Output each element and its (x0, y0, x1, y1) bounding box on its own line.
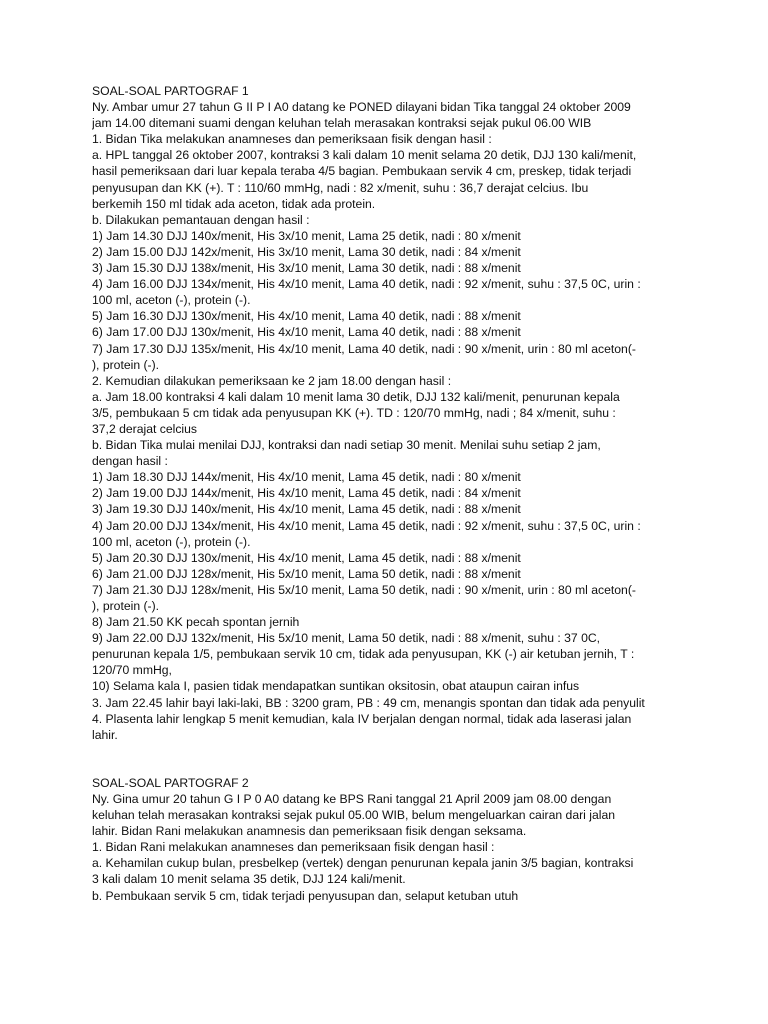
section-gap (92, 743, 674, 775)
text-line: 3) Jam 19.30 DJJ 140x/menit, His 4x/10 menit, Lama 45 detik, nadi : 88 x/menit (92, 502, 521, 517)
text-line: 2) Jam 15.00 DJJ 142x/menit, His 3x/10 menit, Lama 30 detik, nadi : 84 x/menit (92, 244, 521, 259)
text-line: 1. Bidan Tika melakukan anamneses dan pemeriksaan fisik dengan hasil : (92, 132, 492, 147)
text-line: 4) Jam 16.00 DJJ 134x/menit, His 4x/10 menit, Lama 40 detik, nadi : 92 x/menit, suhu : 37,5 0C, urin : (92, 277, 641, 292)
text-line: Ny. Gina umur 20 tahun G I P 0 A0 datang ke BPS Rani tanggal 21 April 2009 jam 08.00 dengan (92, 791, 612, 806)
text-line: berkemih 150 ml tidak ada aceton, tidak ada protein. (92, 196, 376, 211)
text-line: 6) Jam 21.00 DJJ 128x/menit, His 5x/10 menit, Lama 50 detik, nadi : 88 x/menit (92, 566, 521, 581)
text-line: Ny. Ambar umur 27 tahun G II P I A0 datang ke PONED dilayani bidan Tika tanggal 24 oktober 2009 (92, 100, 631, 115)
text-line: 8) Jam 21.50 KK pecah spontan jernih (92, 615, 300, 630)
text-line: lahir. Bidan Rani melakukan anamnesis dan pemeriksaan fisik dengan seksama. (92, 824, 527, 839)
text-line: 9) Jam 22.00 DJJ 132x/menit, His 5x/10 menit, Lama 50 detik, nadi : 88 x/menit, suhu : 37 0C, (92, 631, 601, 646)
text-line: 37,2 derajat celcius (92, 421, 198, 436)
text-line: 120/70 mmHg, (92, 663, 172, 678)
text-line: b. Bidan Tika mulai menilai DJJ, kontraksi dan nadi setiap 30 menit. Menilai suhu setiap 2 jam, (92, 438, 601, 453)
text-line: 10) Selama kala I, pasien tidak mendapatkan suntikan oksitosin, obat ataupun cairan infus (92, 679, 580, 694)
text-line: ), protein (-). (92, 357, 160, 372)
text-line: ), protein (-). (92, 599, 160, 613)
text-line: 5) Jam 16.30 DJJ 130x/menit, His 4x/10 menit, Lama 40 detik, nadi : 88 x/menit (92, 309, 521, 324)
text-line: lahir. (92, 727, 118, 742)
text-line: 3) Jam 15.30 DJJ 138x/menit, His 3x/10 menit, Lama 30 detik, nadi : 88 x/menit (92, 261, 521, 276)
text-line: hasil pemeriksaan dari luar kepala teraba 4/5 bagian. Pembukaan servik 4 cm, preskep, tidak terjadi (92, 164, 632, 179)
text-line: a. Kehamilan cukup bulan, presbelkep (vertek) dengan penurunan kepala janin 3/5 bagian, kontraksi (92, 856, 634, 871)
text-line: 3/5, pembukaan 5 cm tidak ada penyusupan KK (+). TD : 120/70 mmHg, nadi ; 84 x/menit, suhu : (92, 405, 616, 420)
section-title: SOAL-SOAL PARTOGRAF 2 (92, 775, 249, 790)
text-line: b. Pembukaan servik 5 cm, tidak terjadi penyusupan dan, selaput ketuban utuh (92, 888, 519, 903)
text-line: b. Dilakukan pemantauan dengan hasil : (92, 212, 310, 227)
text-line: 1. Bidan Rani melakukan anamneses dan pemeriksaan fisik dengan hasil : (92, 840, 495, 855)
text-line: 4) Jam 20.00 DJJ 134x/menit, His 4x/10 menit, Lama 45 detik, nadi : 92 x/menit, suhu : 37,5 0C, urin : (92, 518, 641, 533)
text-line: penurunan kepala 1/5, pembukaan servik 10 cm, tidak ada penyusupan, KK (-) air ketuban jernih, T : (92, 647, 635, 662)
text-line: 4. Plasenta lahir lengkap 5 menit kemudian, kala IV berjalan dengan normal, tidak ada laserasi jalan (92, 711, 632, 726)
section-partograf-1 (92, 83, 674, 743)
text-line: 7) Jam 21.30 DJJ 128x/menit, His 5x/10 menit, Lama 50 detik, nadi : 90 x/menit, urin : 80 ml aceton(- (92, 582, 636, 597)
text-line: penyusupan dan KK (+). T : 110/60 mmHg, nadi : 82 x/menit, suhu : 36,7 derajat celcius. Ibu (92, 180, 589, 195)
section-partograf-2 (92, 775, 674, 904)
text-line: 5) Jam 20.30 DJJ 130x/menit, His 4x/10 menit, Lama 45 detik, nadi : 88 x/menit (92, 550, 521, 565)
text-line: 100 ml, aceton (-), protein (-). (92, 534, 251, 549)
text-line: 6) Jam 17.00 DJJ 130x/menit, His 4x/10 menit, Lama 40 detik, nadi : 88 x/menit (92, 325, 521, 340)
text-line: keluhan telah merasakan kontraksi sejak pukul 05.00 WIB, belum mengeluarkan cairan dari jalan (92, 808, 615, 823)
text-line: 1) Jam 18.30 DJJ 144x/menit, His 4x/10 menit, Lama 45 detik, nadi : 80 x/menit (92, 470, 521, 485)
text-line: a. Jam 18.00 kontraksi 4 kali dalam 10 menit lama 30 detik, DJJ 132 kali/menit, penurunan kepala (92, 389, 620, 404)
text-line: a. HPL tanggal 26 oktober 2007, kontraksi 3 kali dalam 10 menit selama 20 detik, DJJ 130 kali/menit, (92, 148, 637, 163)
text-line: 3 kali dalam 10 menit selama 35 detik, DJJ 124 kali/menit. (92, 872, 406, 887)
text-line: 1) Jam 14.30 DJJ 140x/menit, His 3x/10 menit, Lama 25 detik, nadi : 80 x/menit (92, 228, 521, 243)
text-line: 2. Kemudian dilakukan pemeriksaan ke 2 jam 18.00 dengan hasil : (92, 373, 452, 388)
text-line: 100 ml, aceton (-), protein (-). (92, 293, 251, 308)
section-title: SOAL-SOAL PARTOGRAF 1 (92, 84, 249, 98)
text-line: 2) Jam 19.00 DJJ 144x/menit, His 4x/10 menit, Lama 45 detik, nadi : 84 x/menit (92, 486, 521, 501)
text-line: dengan hasil : (92, 454, 168, 469)
text-line: 7) Jam 17.30 DJJ 135x/menit, His 4x/10 menit, Lama 40 detik, nadi : 90 x/menit, urin : 80 ml aceton(- (92, 341, 636, 356)
text-line: jam 14.00 ditemani suami dengan keluhan telah merasakan kontraksi sejak pukul 06.00 WIB (92, 116, 592, 131)
text-line: 3. Jam 22.45 lahir bayi laki-laki, BB : 3200 gram, PB : 49 cm, menangis spontan dan tidak ada penyulit (92, 695, 645, 710)
